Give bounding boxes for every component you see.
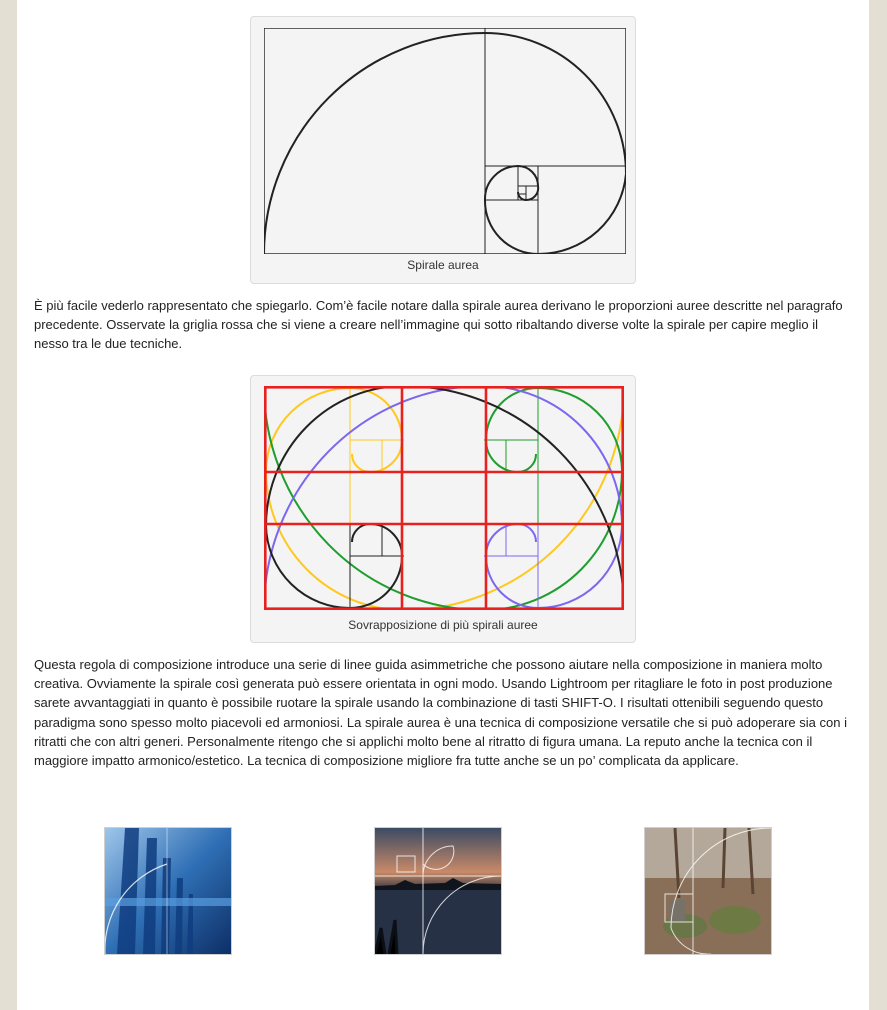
- figure-spiral-overlay: [250, 375, 636, 643]
- figure-golden-spiral: [250, 16, 636, 284]
- figure-caption: Spirale aurea: [407, 258, 479, 272]
- thumb-forest-stones[interactable]: [644, 827, 772, 955]
- thumb-blue-fence[interactable]: [104, 827, 232, 955]
- article-page: [17, 0, 869, 1010]
- paragraph-2: Questa regola di composizione introduce una serie di linee guida asimmetriche che possono aiutare nella composizione in maniera molto creativa. Ovviamente la spirale così generata può essere orientata in ogni modo. Usando Lightroom per ritagliare le foto in post produzione sarete avvantaggiati in quanto è possibile ruotare la spirale usando la combinazione di tasti SHIFT-O. I risultati ottenibili seguendo questo paradigma sono spesso molto piacevoli ed armoniosi. La spirale aurea è una tecnica di composizione versatile che si può adoperare sia con i ritratti che con altri generi. Personalmente ritengo che si applichi molto bene al ritratto di figura umana. La reputo anche la tecnica con il maggiore impatto armonico/estetico. La tecnica di composizione migliore fra tutte anche se un po’ complicata da applicare.: [34, 657, 847, 769]
- paragraph-1: È più facile vederlo rappresentato che spiegarlo. Com’è facile notare dalla spirale aurea derivano le proporzioni auree descritte nel paragrafo precedente. Osservate la griglia rossa che si viene a creare nell’immagine qui sotto ribaltando diverse volte la spirale per capire meglio il nesso tra le due tecniche.: [34, 298, 843, 352]
- figure-caption: Sovrapposizione di più spirali auree: [348, 618, 538, 632]
- golden-spiral-diagram: [264, 28, 626, 254]
- spiral-overlay-diagram: [264, 386, 624, 610]
- thumb-sunset-lake[interactable]: [374, 827, 502, 955]
